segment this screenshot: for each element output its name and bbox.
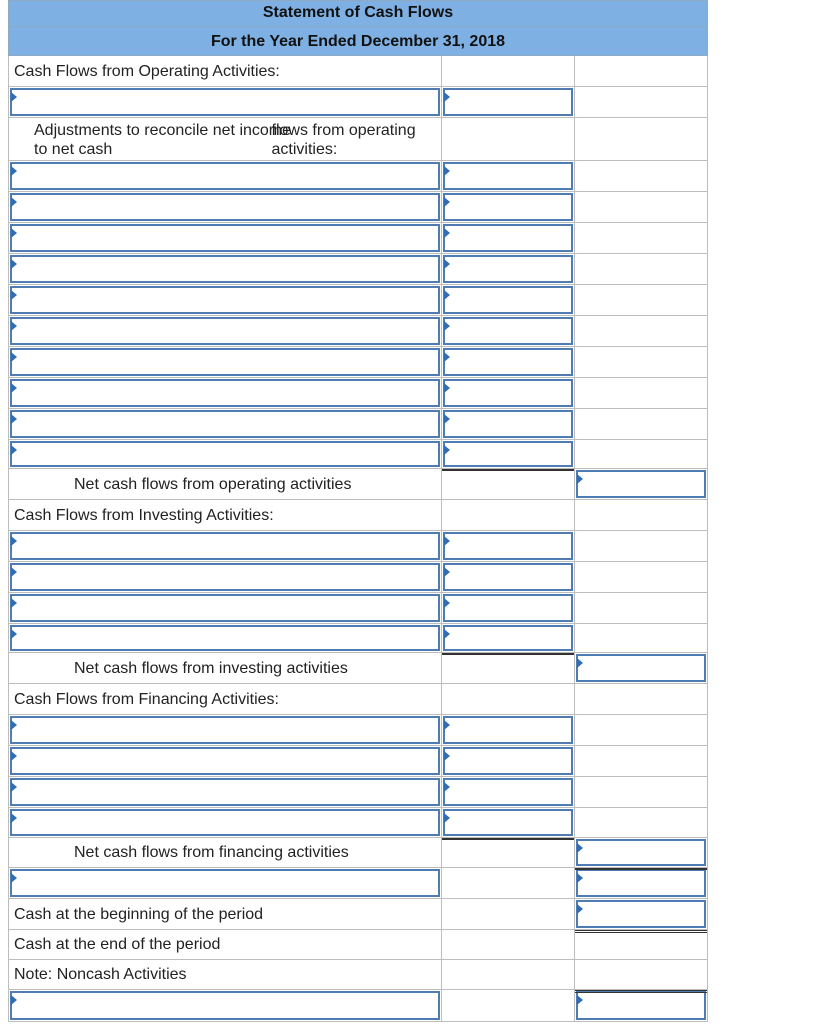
input-marker-icon	[577, 873, 583, 883]
input-marker-icon	[11, 445, 17, 455]
amount-cell	[442, 899, 575, 929]
description-cell	[9, 469, 442, 499]
cash-end-label: Cash at the end of the period	[14, 936, 221, 953]
description-cell	[9, 777, 442, 807]
table-row	[8, 254, 708, 285]
description-cell	[9, 440, 442, 468]
input-marker-icon	[444, 782, 450, 792]
description-cell	[9, 378, 442, 408]
total-cell	[575, 838, 707, 867]
description-cell	[9, 562, 442, 592]
amount-cell	[442, 777, 575, 807]
description-cell	[9, 161, 442, 191]
amount-cell	[442, 808, 575, 837]
table-row	[8, 56, 708, 87]
input-marker-icon	[11, 92, 17, 102]
description-cell	[9, 930, 442, 959]
description-cell	[9, 960, 442, 989]
total-cell	[575, 746, 707, 776]
amount-cell	[442, 118, 575, 160]
amount-cell	[442, 593, 575, 623]
amount-cell	[442, 161, 575, 191]
amount-input[interactable]	[443, 441, 573, 467]
table-row	[8, 715, 708, 746]
input-marker-icon	[11, 751, 17, 761]
total-cell	[575, 899, 707, 929]
input-marker-icon	[11, 352, 17, 362]
amount-input[interactable]	[443, 317, 573, 345]
table-row	[8, 223, 708, 254]
account-name-input[interactable]	[10, 410, 440, 438]
total-cell	[575, 469, 707, 499]
total-cell	[575, 624, 707, 652]
total-rule	[442, 469, 574, 471]
table-row	[8, 531, 708, 562]
total-input[interactable]	[576, 470, 706, 498]
table-row	[8, 990, 708, 1022]
total-cell	[575, 715, 707, 745]
table-row	[8, 930, 708, 960]
table-row	[8, 409, 708, 440]
description-cell	[9, 285, 442, 315]
cash-beginning-label: Cash at the beginning of the period	[14, 905, 264, 923]
input-marker-icon	[11, 321, 17, 331]
input-marker-icon	[444, 598, 450, 608]
description-cell	[9, 715, 442, 745]
amount-input[interactable]	[443, 162, 573, 190]
account-name-input[interactable]	[10, 809, 440, 836]
input-marker-icon	[11, 197, 17, 207]
total-input[interactable]	[576, 869, 706, 897]
investing-heading: Cash Flows from Investing Activities:	[14, 506, 274, 524]
input-marker-icon	[444, 720, 450, 730]
input-marker-icon	[11, 166, 17, 176]
amount-input[interactable]	[443, 809, 573, 836]
input-marker-icon	[444, 414, 450, 424]
amount-cell	[442, 285, 575, 315]
account-name-input[interactable]	[10, 441, 440, 467]
net-operating-label: Net cash flows from operating activities	[74, 475, 352, 493]
table-row	[8, 87, 708, 118]
total-rule	[442, 653, 574, 655]
total-cell	[575, 347, 707, 377]
total-cell	[575, 990, 707, 1021]
table-row	[8, 316, 708, 347]
amount-cell	[442, 746, 575, 776]
description-cell	[9, 254, 442, 284]
total-cell	[575, 808, 707, 837]
table-row	[8, 746, 708, 777]
amount-input[interactable]	[443, 193, 573, 221]
amount-cell	[442, 562, 575, 592]
amount-input[interactable]	[443, 625, 573, 651]
table-row	[8, 593, 708, 624]
table-row	[8, 624, 708, 653]
amount-cell	[442, 469, 575, 499]
total-cell	[575, 56, 707, 86]
amount-cell	[442, 409, 575, 439]
statement-period: For the Year Ended December 31, 2018	[8, 26, 708, 56]
total-cell	[575, 378, 707, 408]
table-row	[8, 562, 708, 593]
description-cell	[9, 624, 442, 652]
total-cell	[575, 868, 707, 898]
input-marker-icon	[444, 290, 450, 300]
amount-input[interactable]	[443, 255, 573, 283]
statement-title: Statement of Cash Flows	[8, 0, 708, 27]
total-input[interactable]	[576, 900, 706, 928]
total-cell	[575, 223, 707, 253]
input-marker-icon	[577, 658, 583, 668]
description-cell	[9, 192, 442, 222]
amount-cell	[442, 87, 575, 117]
table-row	[8, 808, 708, 838]
amount-input[interactable]	[443, 410, 573, 438]
table-row	[8, 838, 708, 868]
amount-cell	[442, 960, 575, 989]
description-cell	[9, 808, 442, 837]
total-cell	[575, 684, 707, 714]
description-cell	[9, 56, 442, 86]
amount-input[interactable]	[443, 348, 573, 376]
total-cell	[575, 593, 707, 623]
amount-cell	[442, 531, 575, 561]
total-cell	[575, 777, 707, 807]
account-name-input[interactable]	[10, 747, 440, 775]
total-cell	[575, 254, 707, 284]
input-marker-icon	[444, 92, 450, 102]
table-row	[8, 378, 708, 409]
adjustments-label-line2: flows from operating activities:	[271, 122, 416, 158]
input-marker-icon	[444, 567, 450, 577]
table-row	[8, 777, 708, 808]
double-underline	[575, 930, 707, 933]
description-cell	[9, 409, 442, 439]
amount-input[interactable]	[443, 778, 573, 806]
input-marker-icon	[11, 259, 17, 269]
amount-cell	[442, 500, 575, 530]
input-marker-icon	[11, 995, 17, 1005]
total-cell	[575, 87, 707, 117]
description-cell	[9, 87, 442, 117]
amount-input[interactable]	[443, 747, 573, 775]
description-cell	[9, 531, 442, 561]
input-marker-icon	[11, 536, 17, 546]
amount-input[interactable]	[443, 716, 573, 744]
amount-cell	[442, 56, 575, 86]
description-cell	[9, 684, 442, 714]
account-name-input[interactable]	[10, 286, 440, 314]
input-marker-icon	[444, 536, 450, 546]
table-row	[8, 899, 708, 930]
amount-cell	[442, 440, 575, 468]
input-marker-icon	[577, 474, 583, 484]
total-cell	[575, 118, 707, 160]
input-marker-icon	[11, 414, 17, 424]
account-name-input[interactable]	[10, 594, 440, 622]
table-row	[8, 161, 708, 192]
table-row	[8, 440, 708, 469]
input-marker-icon	[444, 751, 450, 761]
description-cell	[9, 593, 442, 623]
double-underline	[575, 990, 707, 993]
table-row	[8, 469, 708, 500]
amount-input[interactable]	[443, 379, 573, 407]
adjustments-label-line1: Adjustments to reconcile net income to net cash	[34, 122, 292, 158]
input-marker-icon	[444, 813, 450, 823]
table-row	[8, 192, 708, 223]
operating-heading: Cash Flows from Operating Activities:	[14, 62, 280, 80]
amount-input[interactable]	[443, 532, 573, 560]
description-cell	[9, 746, 442, 776]
input-marker-icon	[444, 259, 450, 269]
input-marker-icon	[444, 166, 450, 176]
account-name-input[interactable]	[10, 563, 440, 591]
description-cell	[9, 899, 442, 929]
amount-cell	[442, 838, 575, 867]
amount-cell	[442, 378, 575, 408]
total-cell	[575, 531, 707, 561]
financing-heading: Cash Flows from Financing Activities:	[14, 690, 279, 708]
amount-cell	[442, 316, 575, 346]
description-cell	[9, 653, 442, 683]
amount-cell	[442, 990, 575, 1021]
amount-cell	[442, 930, 575, 959]
total-input[interactable]	[576, 654, 706, 682]
amount-cell	[442, 684, 575, 714]
account-name-input[interactable]	[10, 869, 440, 897]
amount-cell	[442, 624, 575, 652]
amount-cell	[442, 347, 575, 377]
amount-input[interactable]	[443, 88, 573, 116]
total-cell	[575, 500, 707, 530]
account-name-input[interactable]	[10, 716, 440, 744]
amount-cell	[442, 192, 575, 222]
total-cell	[575, 409, 707, 439]
amount-input[interactable]	[443, 563, 573, 591]
total-rule	[575, 868, 707, 870]
total-cell	[575, 930, 707, 959]
table-row	[8, 347, 708, 378]
total-cell	[575, 161, 707, 191]
account-name-input[interactable]	[10, 193, 440, 221]
total-cell	[575, 316, 707, 346]
input-marker-icon	[11, 567, 17, 577]
description-cell	[9, 990, 442, 1021]
table-row	[8, 684, 708, 715]
account-name-input[interactable]	[10, 778, 440, 806]
amount-cell	[442, 715, 575, 745]
description-cell	[9, 118, 442, 160]
account-name-input[interactable]	[10, 379, 440, 407]
input-marker-icon	[11, 813, 17, 823]
input-marker-icon	[444, 228, 450, 238]
table-row	[8, 868, 708, 899]
input-marker-icon	[577, 904, 583, 914]
amount-cell	[442, 653, 575, 683]
description-cell	[9, 838, 442, 867]
amount-input[interactable]	[443, 286, 573, 314]
input-marker-icon	[444, 629, 450, 639]
amount-cell	[442, 223, 575, 253]
description-cell	[9, 500, 442, 530]
total-rule	[442, 838, 574, 840]
account-name-input[interactable]	[10, 532, 440, 560]
account-name-input[interactable]	[10, 348, 440, 376]
description-cell	[9, 347, 442, 377]
amount-input[interactable]	[443, 594, 573, 622]
net-financing-label: Net cash flows from financing activities	[74, 844, 349, 861]
input-marker-icon	[577, 995, 583, 1005]
input-marker-icon	[11, 383, 17, 393]
total-input[interactable]	[576, 839, 706, 866]
amount-cell	[442, 868, 575, 898]
account-name-input[interactable]	[10, 991, 440, 1020]
account-name-input[interactable]	[10, 162, 440, 190]
description-cell	[9, 223, 442, 253]
table-row	[8, 285, 708, 316]
account-name-input[interactable]	[10, 317, 440, 345]
total-input[interactable]	[576, 991, 706, 1020]
adjustments-label	[14, 121, 434, 160]
input-marker-icon	[11, 228, 17, 238]
total-cell	[575, 440, 707, 468]
input-marker-icon	[11, 629, 17, 639]
input-marker-icon	[11, 290, 17, 300]
input-marker-icon	[444, 383, 450, 393]
input-marker-icon	[444, 352, 450, 362]
table-row	[8, 500, 708, 531]
amount-input[interactable]	[443, 224, 573, 252]
account-name-input[interactable]	[10, 255, 440, 283]
total-cell	[575, 960, 707, 989]
input-marker-icon	[11, 782, 17, 792]
input-marker-icon	[11, 598, 17, 608]
total-cell	[575, 192, 707, 222]
total-cell	[575, 285, 707, 315]
input-marker-icon	[11, 873, 17, 883]
net-investing-label: Net cash flows from investing activities	[74, 659, 348, 677]
input-marker-icon	[444, 197, 450, 207]
input-marker-icon	[11, 720, 17, 730]
account-name-input[interactable]	[10, 625, 440, 651]
table-row	[8, 960, 708, 990]
table-row	[8, 118, 708, 161]
description-cell	[9, 868, 442, 898]
amount-cell	[442, 254, 575, 284]
table-row	[8, 653, 708, 684]
noncash-note-label: Note: Noncash Activities	[14, 966, 187, 983]
account-name-input[interactable]	[10, 88, 440, 116]
account-name-input[interactable]	[10, 224, 440, 252]
input-marker-icon	[444, 445, 450, 455]
description-cell	[9, 316, 442, 346]
total-cell	[575, 562, 707, 592]
input-marker-icon	[577, 843, 583, 853]
input-marker-icon	[444, 321, 450, 331]
total-cell	[575, 653, 707, 683]
